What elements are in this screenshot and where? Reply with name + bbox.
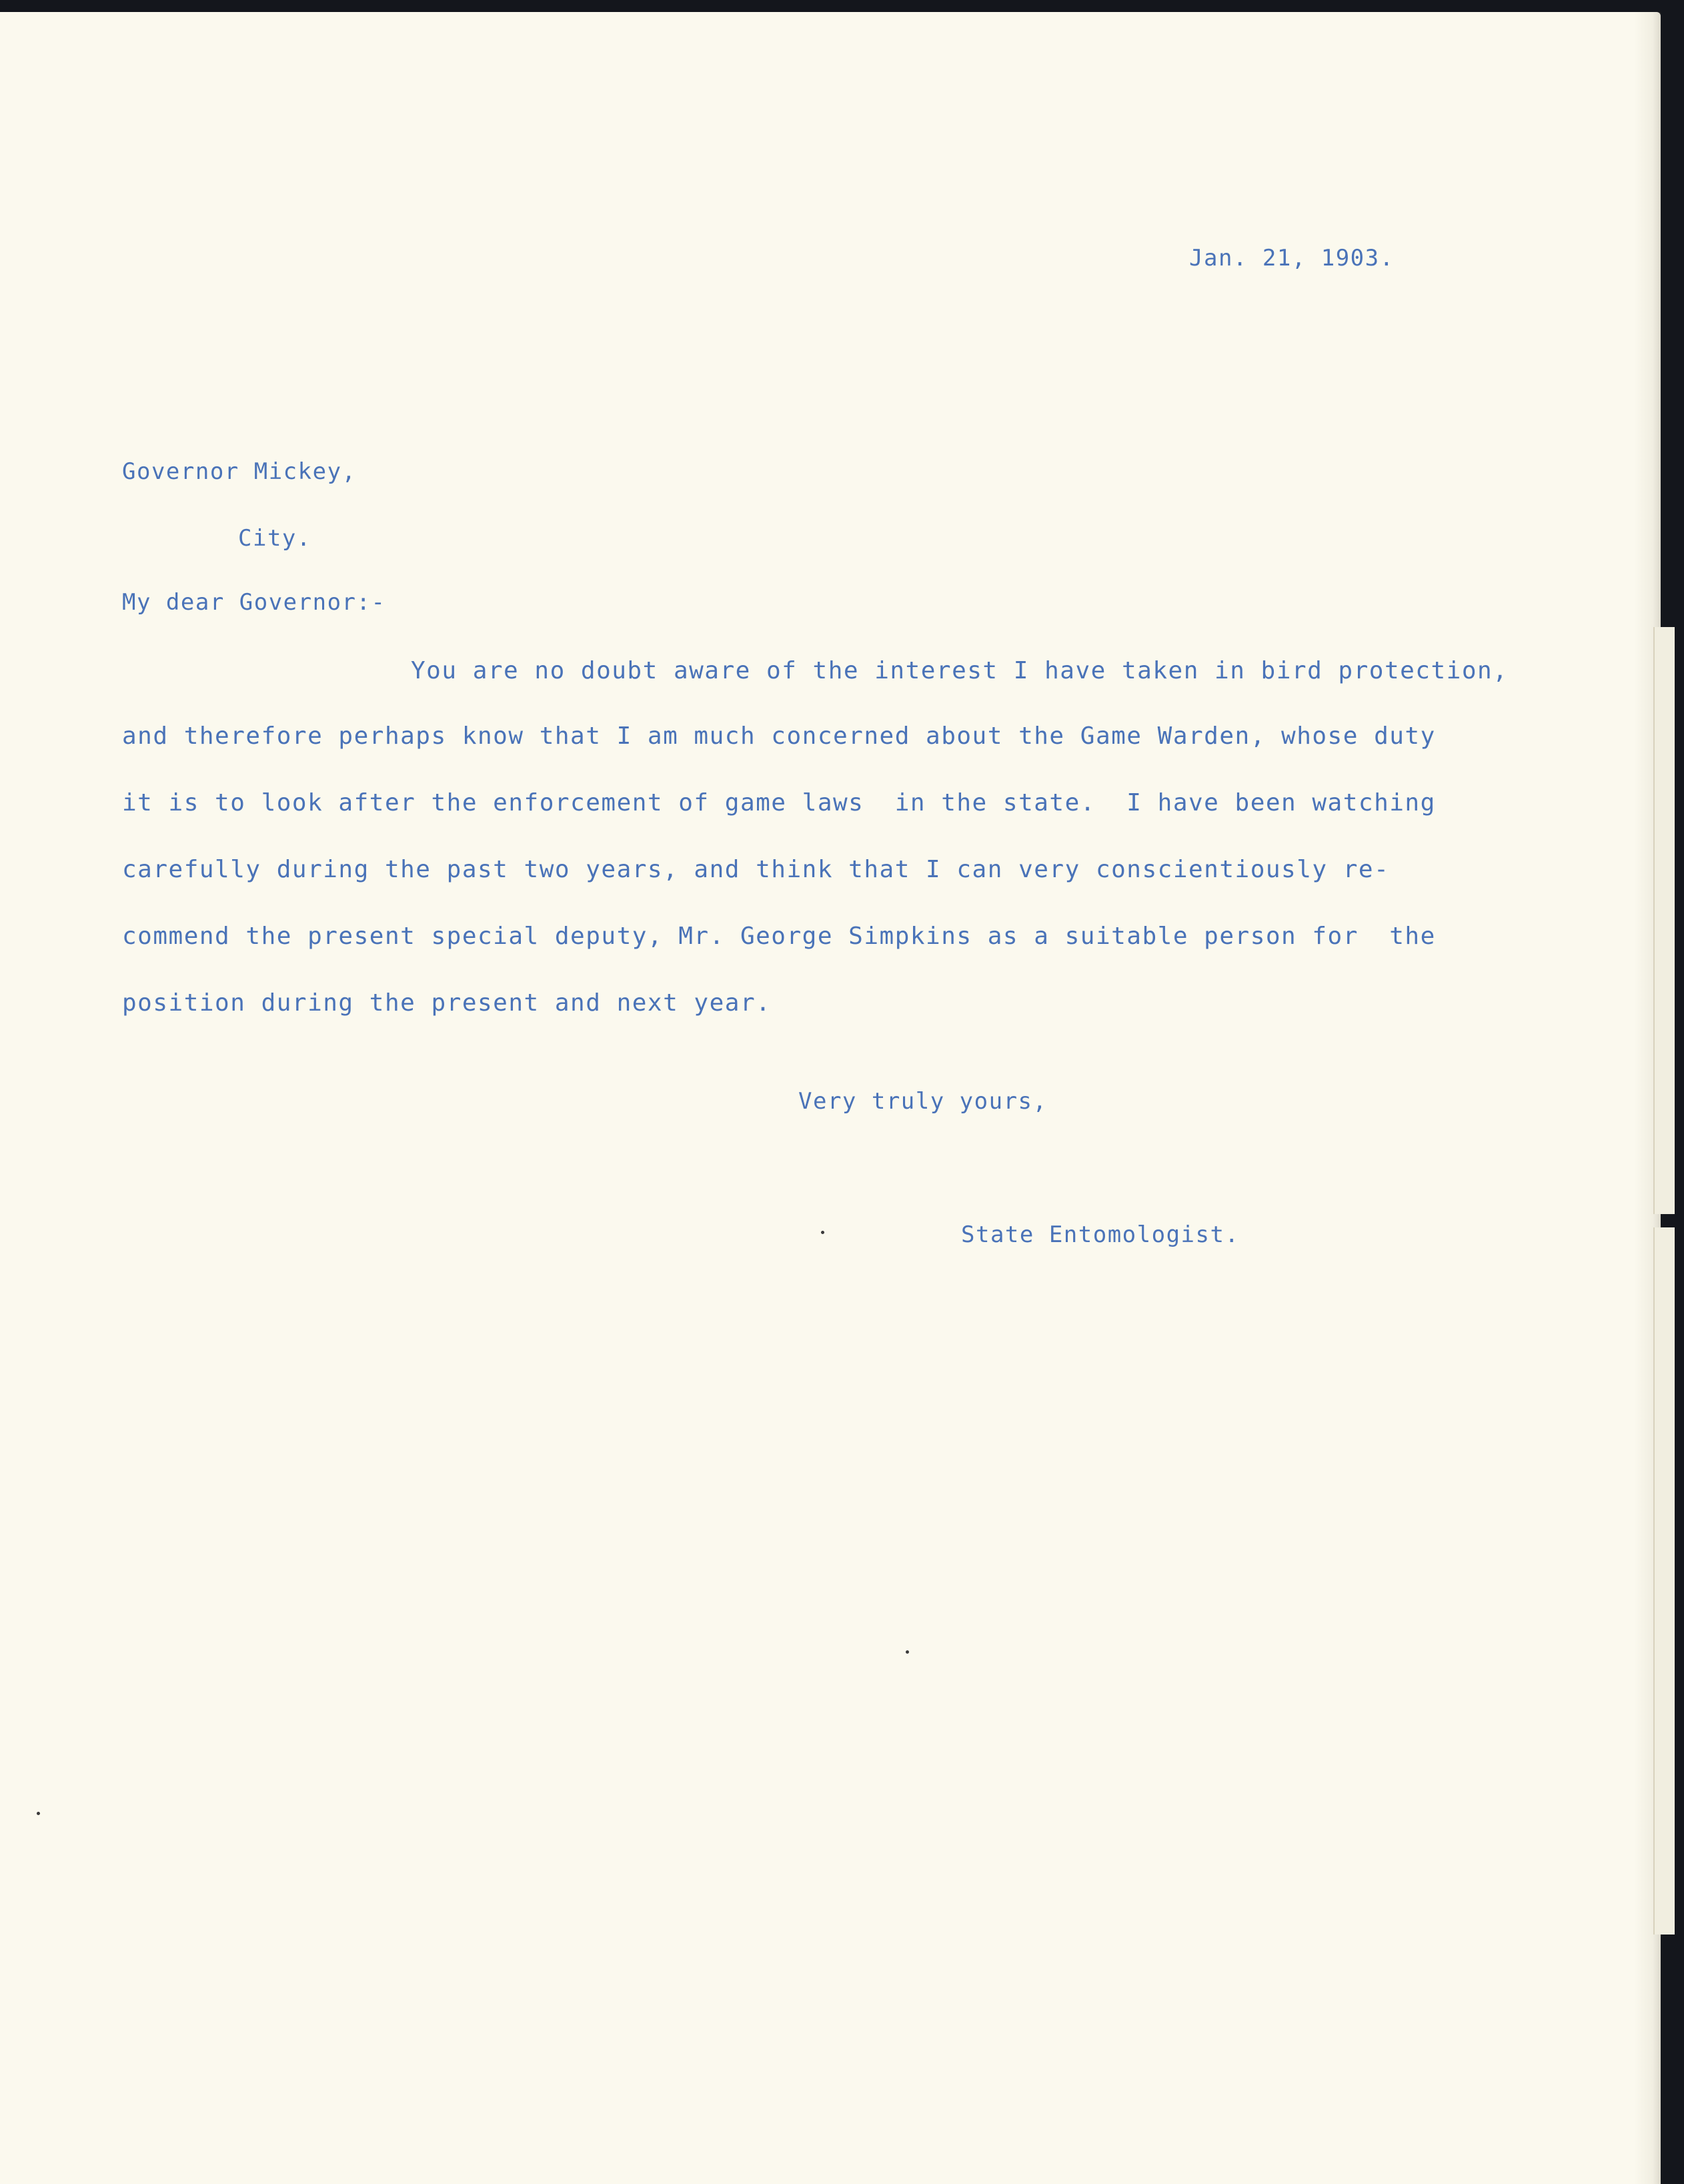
page-edge-tab: [1653, 1227, 1675, 1935]
closing: Very truly yours,: [798, 1088, 1048, 1115]
salutation: My dear Governor:-: [122, 589, 386, 616]
paper-speck: [906, 1650, 909, 1654]
body-line: carefully during the past two years, and think that I can very conscientiously re-: [122, 856, 1390, 883]
recipient-name: Governor Mickey,: [122, 458, 357, 485]
body-line: You are no doubt aware of the interest I have taken in bird protection,: [411, 657, 1509, 684]
letter-page: [0, 12, 1661, 2184]
body-line: commend the present special deputy, Mr. George Simpkins as a suitable person for the: [122, 923, 1436, 950]
body-line: position during the present and next year.: [122, 989, 772, 1017]
paper-speck: [37, 1812, 40, 1815]
signature-title: State Entomologist.: [961, 1221, 1240, 1248]
body-line: it is to look after the enforcement of game laws in the state. I have been watching: [122, 789, 1436, 816]
page-edge-tab: [1653, 627, 1675, 1214]
paper-speck: [821, 1231, 824, 1234]
letter-date: Jan. 21, 1903.: [1189, 245, 1395, 271]
recipient-city: City.: [238, 525, 311, 552]
body-line: and therefore perhaps know that I am much concerned about the Game Warden, whose duty: [122, 722, 1436, 750]
